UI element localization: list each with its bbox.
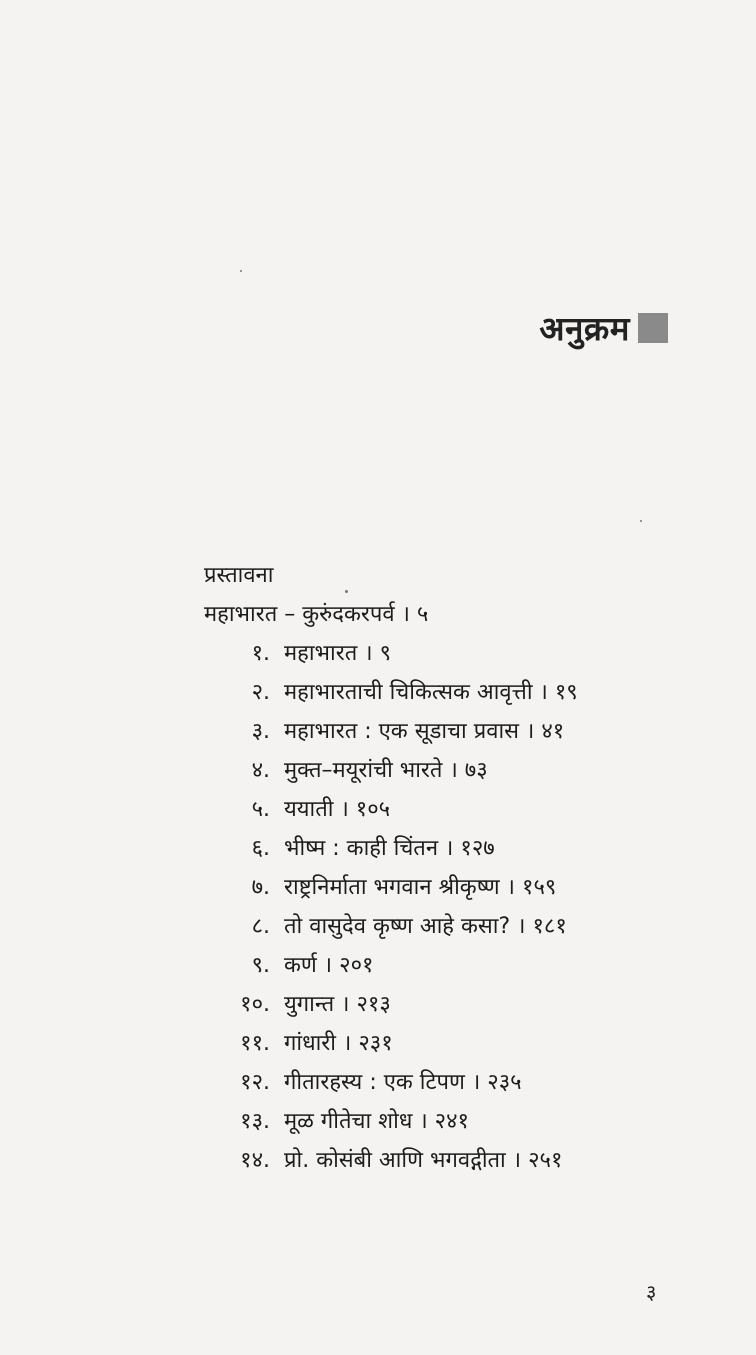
toc-entry-title: भीष्म : काही चिंतन । १२७ — [284, 836, 495, 861]
toc-preface — [200, 556, 720, 595]
paper-speck — [240, 270, 242, 272]
paper-speck — [345, 590, 348, 593]
toc-entry-number: १३. — [240, 1109, 270, 1134]
toc-entry — [200, 1141, 720, 1180]
toc-entry — [200, 790, 720, 829]
toc-entry-title: महाभारताची चिकित्सक आवृत्ती । १९ — [284, 680, 578, 705]
toc-entry-title: गांधारी । २३१ — [284, 1031, 393, 1056]
toc-entry-title: मूळ गीतेचा शोध । २४१ — [284, 1109, 469, 1134]
toc-entry — [200, 985, 720, 1024]
toc-entry-title: कर्ण । २०१ — [284, 953, 374, 978]
toc-entry — [200, 1102, 720, 1141]
contents-heading — [539, 305, 668, 350]
toc-entry-title: महाभारत । ९ — [284, 641, 392, 666]
toc-entry-number: २. — [251, 680, 270, 705]
toc-entry-number: १२. — [240, 1070, 270, 1095]
toc-entry — [200, 634, 720, 673]
toc-entry-title: ययाती । १०५ — [284, 797, 391, 822]
toc-entry-number: ९. — [251, 953, 270, 978]
toc-entry-title: तो वासुदेव कृष्ण आहे कसा? । १८१ — [284, 914, 567, 939]
toc-entry-number: १. — [251, 641, 270, 666]
toc-entry-title: प्रो. कोसंबी आणि भगवद्गीता । २५१ — [284, 1148, 563, 1173]
toc-entry-number: ६. — [251, 836, 270, 861]
heading-square-ornament — [638, 313, 668, 343]
toc-entry-number: ५. — [251, 797, 270, 822]
page-number: ३ — [646, 1280, 657, 1304]
toc-entry — [200, 712, 720, 751]
toc-preface-label: प्रस्तावना — [204, 563, 274, 588]
toc-entry-title: महाभारत : एक सूडाचा प्रवास । ४१ — [284, 719, 565, 744]
toc-entry-title: युगान्त । २१३ — [284, 992, 391, 1017]
toc-entry — [200, 829, 720, 868]
toc-entry-title: मुक्त–मयूरांची भारते । ७३ — [284, 758, 488, 783]
toc-entry — [200, 751, 720, 790]
toc-entry — [200, 907, 720, 946]
toc-entry-number: १०. — [240, 992, 270, 1017]
contents-title: अनुक्रम — [539, 309, 630, 348]
toc-intro-label: महाभारत – कुरुंदकरपर्व । ५ — [204, 602, 429, 627]
toc-entry-title: गीतारहस्य : एक टिपण । २३५ — [284, 1070, 522, 1095]
toc-entry-number: ८. — [251, 914, 270, 939]
table-of-contents — [200, 556, 720, 1180]
toc-entry-title: राष्ट्रनिर्माता भगवान श्रीकृष्ण । १५९ — [284, 875, 557, 900]
toc-entry-number: ३. — [251, 719, 270, 744]
toc-entry — [200, 1063, 720, 1102]
toc-entry-number: १४. — [240, 1148, 270, 1173]
toc-intro — [200, 595, 720, 634]
toc-entry — [200, 946, 720, 985]
toc-entry — [200, 868, 720, 907]
toc-entry-number: ४. — [251, 758, 270, 783]
paper-speck — [640, 520, 642, 522]
toc-entry-number: ७. — [251, 875, 270, 900]
toc-entry — [200, 1024, 720, 1063]
toc-entry — [200, 673, 720, 712]
toc-entry-number: ११. — [240, 1031, 270, 1056]
